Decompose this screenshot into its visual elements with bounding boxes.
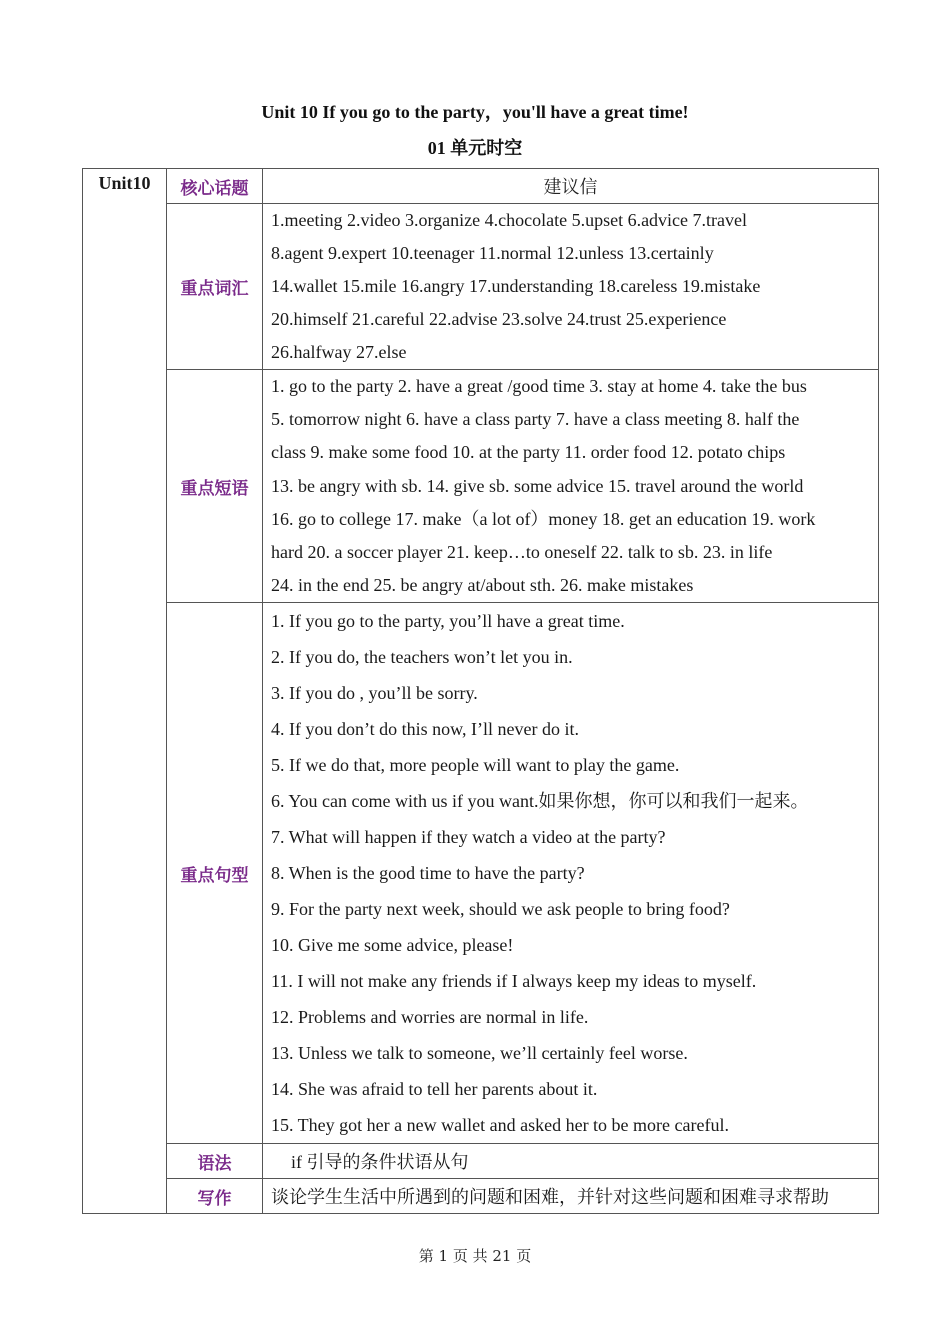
sentence-line: 15. They got her a new wallet and asked her to be more careful.: [271, 1115, 729, 1136]
sentence-line: 11. I will not make any friends if I always keep my ideas to myself.: [271, 971, 757, 992]
sentence-line: 9. For the party next week, should we ask people to bring food?: [271, 899, 730, 920]
phrases-row: [83, 370, 879, 603]
phrases-content: [263, 370, 879, 603]
phrase-line: 16. go to college 17. make（a lot of）money 18. get an education 19. work: [271, 508, 816, 529]
vocab-line: 14.wallet 15.mile 16.angry 17.understanding 18.careless 19.mistake: [271, 276, 761, 296]
sentence-line: 4. If you don’t do this now, I’ll never do it.: [271, 719, 579, 740]
sentence-line: 5. If we do that, more people will want to play the game.: [271, 755, 680, 776]
writing-label: 写作: [167, 1179, 263, 1214]
sentences-content: [263, 603, 879, 1144]
unit-overview-table: [82, 168, 879, 1214]
sentence-line: 14. She was afraid to tell her parents about it.: [271, 1079, 598, 1100]
vocab-label: 重点词汇: [167, 204, 263, 370]
sentence-line: 12. Problems and worries are normal in life.: [271, 1007, 589, 1028]
phrase-line: 5. tomorrow night 6. have a class party 7. have a class meeting 8. half the: [271, 409, 800, 430]
vocab-line: 1.meeting 2.video 3.organize 4.chocolate 5.upset 6.advice 7.travel: [271, 210, 748, 230]
section-heading: 01 单元时空: [427, 138, 523, 158]
vocab-line: 20.himself 21.careful 22.advise 23.solve 24.trust 25.experience: [271, 309, 727, 329]
phrase-line: 24. in the end 25. be angry at/about sth. 26. make mistakes: [271, 575, 694, 596]
document-title: Unit 10 If you go to the party，you'll have a great time!: [261, 102, 689, 122]
writing-row: [83, 1179, 879, 1214]
vocab-line: 26.halfway 27.else: [271, 342, 407, 362]
vocab-row: [83, 204, 879, 370]
phrase-line: class 9. make some food 10. at the party 11. order food 12. potato chips: [271, 442, 786, 463]
sentence-line: 7. What will happen if they watch a video at the party?: [271, 827, 666, 848]
vocab-line: 8.agent 9.expert 10.teenager 11.normal 12.unless 13.certainly: [271, 243, 714, 263]
grammar-row: [83, 1144, 879, 1179]
phrases-label: 重点短语: [167, 370, 263, 603]
sentence-line: 2. If you do, the teachers won’t let you in.: [271, 647, 573, 668]
sentence-line: 8. When is the good time to have the party?: [271, 863, 585, 884]
sentence-line: 3. If you do , you’ll be sorry.: [271, 683, 478, 704]
sentence-line: 10. Give me some advice, please!: [271, 935, 514, 956]
topic-value: 建议信: [263, 169, 879, 204]
sentences-row: [83, 603, 879, 1144]
sentence-line: 13. Unless we talk to someone, we’ll certainly feel worse.: [271, 1043, 688, 1064]
phrase-line: 13. be angry with sb. 14. give sb. some advice 15. travel around the world: [271, 475, 804, 496]
page-number: 第 1 页 共 21 页: [418, 1247, 532, 1265]
writing-value: 谈论学生生活中所遇到的问题和困难，并针对这些问题和困难寻求帮助: [263, 1179, 879, 1214]
phrase-line: hard 20. a soccer player 21. keep…to oneself 22. talk to sb. 23. in life: [271, 542, 773, 563]
grammar-value: if 引导的条件状语从句: [263, 1144, 879, 1179]
sentence-line: 6. You can come with us if you want.如果你想，你可以和我们一起来。: [271, 791, 809, 812]
sentences-label: 重点句型: [167, 603, 263, 1144]
topic-label: 核心话题: [167, 169, 263, 204]
grammar-label: 语法: [167, 1144, 263, 1179]
sentence-line: 1. If you go to the party, you’ll have a great time.: [271, 611, 625, 632]
phrase-line: 1. go to the party 2. have a great /good time 3. stay at home 4. take the bus: [271, 376, 807, 396]
vocab-content: [263, 204, 879, 370]
topic-row: [83, 169, 879, 204]
unit-label-cell: Unit10: [83, 169, 167, 1214]
